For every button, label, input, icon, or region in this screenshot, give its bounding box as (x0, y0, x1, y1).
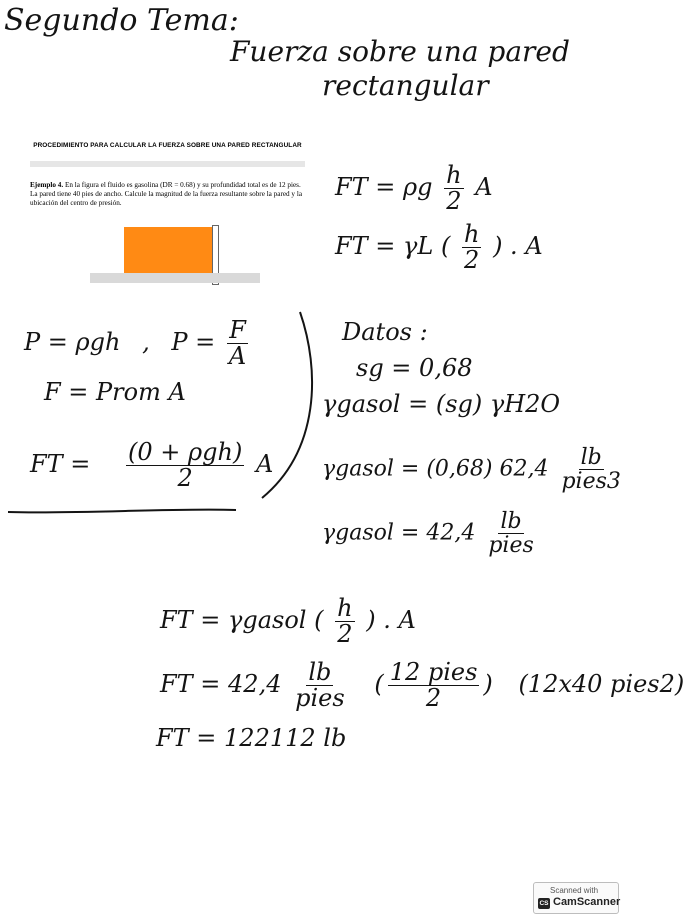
title-line-2: Fuerza sobre una pared (230, 35, 570, 68)
gamma-substitution: γgasol = (0,68) 62,4 $\frac{lb}{\text{pies3}}$ (322, 445, 621, 495)
solution-substitution: FT = 42,4 $\frac{lb}{\text{pies}}$ ( $\frac{\text{12 pies}}{2}$ ) (12x40 pies2) (160, 658, 684, 713)
specific-gravity: sg = 0,68 (356, 354, 473, 382)
printed-divider (30, 161, 305, 167)
badge-caption: Scanned with (550, 886, 599, 895)
datos-title: Datos : (342, 318, 428, 346)
formula-force-gamma: FT = γL ( $\frac{h}{2}$ ) . A (335, 220, 543, 275)
tank-figure (90, 221, 260, 283)
gamma-result: γgasol = 42,4 $\frac{lb}{\text{pies}}$ (322, 509, 534, 559)
solution-result: FT = 122112 lb (156, 724, 347, 752)
camscanner-logo-icon: CS (539, 900, 549, 907)
example-text (30, 181, 305, 208)
pressure-formula: P = ρgh , P = $\frac{F}{A}$ (24, 316, 247, 371)
printed-heading: PROCEDIMIENTO PARA CALCULAR LA FUERZA SOBRE UNA PARED RECTANGULAR (33, 142, 302, 149)
badge-brand: CamScanner (553, 896, 621, 908)
gasoline-fluid (124, 227, 212, 273)
force-average-formula: F = Prom A (44, 378, 186, 406)
ground-base (90, 273, 260, 283)
solution-formula: FT = γgasol ( $\frac{h}{2}$ ) . A (160, 594, 416, 649)
formula-force-rho: FT = ρg $\frac{h}{2}$ A (335, 161, 493, 216)
example-body: En la figura el fluido es gasolina (DR = 0.68) y su profundidad total es de 12 pies. La pared tiene 40 pies de ancho. Calcule la magnitud de la fuerza resultante sobre la pared y la ubicación del centro de presión. (30, 181, 303, 207)
printed-excerpt (30, 142, 305, 208)
gamma-definition: γgasol = (sg) γH2O (322, 390, 561, 418)
example-label: Ejemplo 4. (30, 181, 64, 189)
camscanner-badge (533, 882, 619, 914)
title-line-3: rectangular (322, 69, 489, 102)
title-line-1: Segundo Tema: (4, 3, 239, 38)
force-total-formula: FT = $\frac{\text{(0 + ρgh)}}{2}$ A (30, 438, 274, 493)
